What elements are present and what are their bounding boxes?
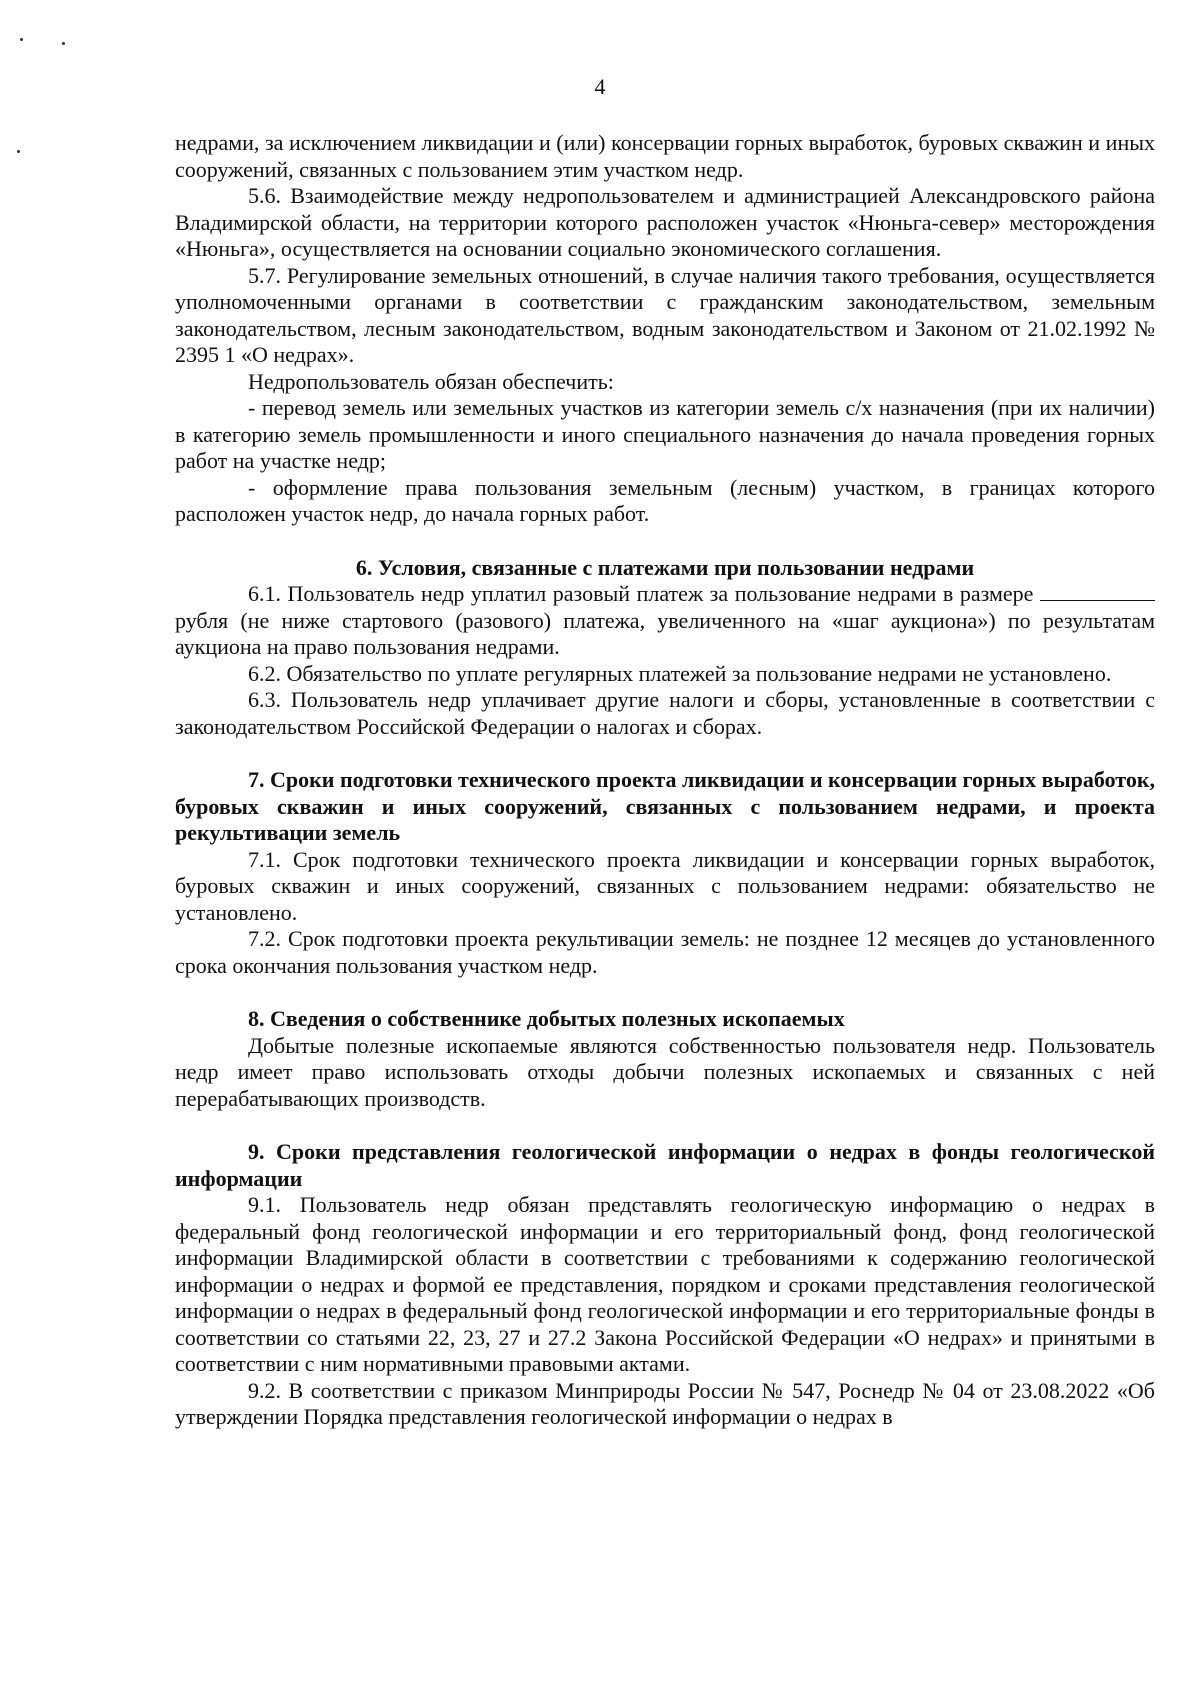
list-item-land-transfer: - перевод земель или земельных участков из категории земель с/х назначения (при их наличии) в категорию земель промышленности и иного специального назначения до начала проведения горных работ на участке недр; [175,395,1155,473]
section-heading-9: 9. Сроки представления геологической информации о недрах в фонды геологической информации [175,1139,1155,1191]
scan-speck [20,38,23,41]
page-number: 4 [594,74,606,99]
paragraph-5-6: 5.6. Взаимодействие между недропользователем и администрацией Александровского района Владимирской области, на территории которого расположен участок «Нюньга-север» месторождения «Нюньга», осуществляется на основании социально экономического соглашения. [175,183,1155,261]
paragraph-9-1: 9.1. Пользователь недр обязан представлять геологическую информацию о недрах в федеральный фонд геологической информации и его территориальный фонд, фонд геологической информации Владимирской области в соответствии с требованиями к содержанию геологической информации о недрах и формой ее представления, порядком и сроками представления геологической информации о недрах в федеральный фонд геологической информации и его территориальные фонды в соответствии со статьями 22, 23, 27 и 27.2 Закона Российской Федерации «О недрах» и принятыми в соответствии с ним нормативными правовыми актами. [175,1192,1155,1376]
paragraph-6-3: 6.3. Пользователь недр уплачивает другие налоги и сборы, установленные в соответствии с законодательством Российской Федерации о налогах и сборах. [175,687,1155,739]
paragraph-6-1 [175,581,1155,661]
paragraph-8: Добытые полезные ископаемые являются собственностью пользователя недр. Пользователь недр имеет право использовать отходы добычи полезных ископаемых и связанных с ней перерабатывающих производств. [175,1032,1155,1111]
paragraph-continuation: недрами, за исключением ликвидации и (или) консервации горных выработок, буровых скважин и иных сооружений, связанных с пользованием этим участком недр. [175,130,1155,182]
paragraph-9-2: 9.2. В соответствии с приказом Минприроды России № 547, Роснедр № 04 от 23.08.2022 «Об утверждении Порядка представления геологической информации о недрах в [175,1377,1155,1429]
section-heading-8: 8. Сведения о собственнике добытых полезных ископаемых [248,1006,845,1031]
amount-blank-line [1040,582,1155,601]
paragraph-6-2: 6.2. Обязательство по уплате регулярных платежей за пользование недрами не установлено. [248,660,1112,686]
list-item-land-rights: - оформление права пользования земельным (лесным) участком, в границах которого расположен участок недр, до начала горных работ. [175,474,1155,526]
paragraph-7-2: 7.2. Срок подготовки проекта рекультивации земель: не позднее 12 месяцев до установленного срока окончания пользования участком недр. [175,926,1155,978]
paragraph-obligation-intro: Недропользователь обязан обеспечить: [248,368,614,394]
paragraph-5-7: 5.7. Регулирование земельных отношений, в случае наличия такого требования, осуществляется уполномоченными органами в соответствии с гражданским законодательством, земельным законодательством, лесным законодательством, водным законодательством и Законом от 21.02.1992 № 2395 1 «О недрах». [175,262,1155,367]
paragraph-6-1-end: рубля (не ниже стартового (разового) платежа, увеличенного на «шаг аукциона») по результатам аукциона на право пользования недрами. [175,607,1155,659]
section-heading-7: 7. Сроки подготовки технического проекта ликвидации и консервации горных выработок, буровых скважин и иных сооружений, связанных с пользованием недрами, и проекта рекультивации земель [175,767,1155,845]
paragraph-7-1: 7.1. Срок подготовки технического проекта ликвидации и консервации горных выработок, буровых скважин и иных сооружений, связанных с пользованием недрами: обязательство не установлено. [175,846,1155,925]
paragraph-6-1-start: 6.1. Пользователь недр уплатил разовый платеж за пользование недрами в размере [248,581,1034,606]
document-body [175,130,1155,1431]
scan-speck [17,150,20,153]
section-heading-6: 6. Условия, связанные с платежами при пользовании недрами [355,554,975,580]
scan-speck [62,42,65,45]
